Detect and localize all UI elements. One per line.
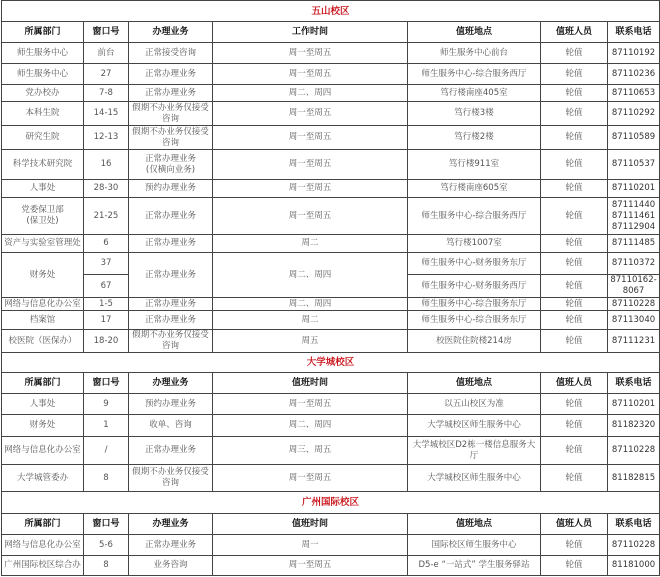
cell-staff: 轮值 (541, 535, 608, 556)
cell-time: 周一至周五 (213, 150, 408, 180)
cell-department: 科学技术研究院 (2, 150, 84, 180)
cell-service: 正常办理业务 (129, 198, 213, 235)
cell-location: 笃行楼南座405室 (408, 85, 541, 102)
cell-phone: 87110236 (608, 64, 660, 85)
cell-window: / (84, 437, 129, 465)
table-row (2, 415, 660, 437)
cell-department: 网络与信息化办公室 (2, 535, 84, 556)
cell-service: 假期不办业务仅接受咨询 (129, 102, 213, 126)
cell-phone: 81182815 (608, 465, 660, 492)
header-row (2, 514, 660, 535)
cell-department: 资产与实验室管理处 (2, 235, 84, 253)
cell-window: 17 (84, 311, 129, 330)
column-header-staff: 值班人员 (541, 514, 608, 535)
column-header-phone: 联系电话 (608, 514, 660, 535)
cell-location: 笃行楼南座605室 (408, 180, 541, 198)
cell-staff: 轮值 (541, 102, 608, 126)
cell-service: 正常办理业务 (129, 235, 213, 253)
cell-location: 国际校区师生服务中心 (408, 535, 541, 556)
cell-service: 正常办理业务 (129, 64, 213, 85)
cell-department: 研究生院 (2, 126, 84, 150)
table-row (2, 43, 660, 64)
cell-time: 周一至周五 (213, 43, 408, 64)
cell-window: 12-13 (84, 126, 129, 150)
cell-phone: 87110228 (608, 298, 660, 311)
column-header-location: 值班地点 (408, 514, 541, 535)
cell-window: 8 (84, 465, 129, 492)
column-header-staff: 值班人员 (541, 22, 608, 43)
cell-window: 1 (84, 415, 129, 437)
cell-service: 假期不办业务仅接受咨询 (129, 465, 213, 492)
cell-location: 师生服务中心-综合服务东厅 (408, 298, 541, 311)
cell-window: 16 (84, 150, 129, 180)
table-row (2, 126, 660, 150)
table-row (2, 298, 660, 311)
cell-window: 14-15 (84, 102, 129, 126)
column-header-phone: 联系电话 (608, 373, 660, 394)
cell-window: 21-25 (84, 198, 129, 235)
cell-department: 财务处 (2, 253, 84, 298)
table-row (2, 180, 660, 198)
column-header-service: 办理业务 (129, 514, 213, 535)
section-title: 大学城校区 (2, 353, 660, 373)
column-header-location: 值班地点 (408, 22, 541, 43)
cell-service: 正常办理业务 (129, 298, 213, 311)
cell-phone: 87111485 (608, 235, 660, 253)
cell-staff: 轮值 (541, 150, 608, 180)
cell-department: 党委保卫部 (保卫处) (2, 198, 84, 235)
cell-phone: 87110228 (608, 437, 660, 465)
cell-time: 周二、周四 (213, 298, 408, 311)
column-header-department: 所属部门 (2, 514, 84, 535)
cell-time: 周一至周五 (213, 556, 408, 576)
cell-location: 师生服务中心-财务服务东厅 (408, 253, 541, 275)
table-row (2, 235, 660, 253)
cell-location: 师生服务中心-综合服务东厅 (408, 311, 541, 330)
cell-staff: 轮值 (541, 415, 608, 437)
duty-schedule-table (1, 0, 660, 576)
cell-department: 人事处 (2, 180, 84, 198)
cell-department: 党办校办 (2, 85, 84, 102)
cell-location: 笃行楼911室 (408, 150, 541, 180)
cell-location: 师生服务中心-综合服务西厅 (408, 198, 541, 235)
cell-staff: 轮值 (541, 180, 608, 198)
cell-time: 周二、周四 (213, 85, 408, 102)
cell-window: 7-8 (84, 85, 129, 102)
cell-service: 正常办理业务 (129, 311, 213, 330)
cell-time: 周二、周四 (213, 253, 408, 298)
column-header-service: 办理业务 (129, 373, 213, 394)
cell-department: 师生服务中心 (2, 43, 84, 64)
cell-staff: 轮值 (541, 275, 608, 298)
cell-staff: 轮值 (541, 253, 608, 275)
cell-phone: 81181000 (608, 556, 660, 576)
cell-service: 正常办理业务 (仅横向业务) (129, 150, 213, 180)
cell-time: 周一至周五 (213, 180, 408, 198)
cell-staff: 轮值 (541, 556, 608, 576)
cell-window: 9 (84, 394, 129, 415)
cell-department: 财务处 (2, 415, 84, 437)
cell-department: 大学城管委办 (2, 465, 84, 492)
cell-location: 笃行楼1007室 (408, 235, 541, 253)
cell-department: 人事处 (2, 394, 84, 415)
cell-phone: 87113040 (608, 311, 660, 330)
cell-phone: 87111440 87111461 87112904 (608, 198, 660, 235)
table-row (2, 311, 660, 330)
cell-time: 周一至周五 (213, 64, 408, 85)
cell-staff: 轮值 (541, 85, 608, 102)
cell-staff: 轮值 (541, 311, 608, 330)
cell-time: 周一至周五 (213, 394, 408, 415)
cell-staff: 轮值 (541, 394, 608, 415)
column-header-window: 窗口号 (84, 514, 129, 535)
cell-time: 周二、周四 (213, 415, 408, 437)
cell-department: 校医院（医保办） (2, 330, 84, 353)
cell-window: 37 (84, 253, 129, 275)
cell-phone: 87110201 (608, 394, 660, 415)
cell-time: 周三、周五 (213, 437, 408, 465)
cell-phone: 87110201 (608, 180, 660, 198)
cell-phone: 87110192 (608, 43, 660, 64)
cell-time: 周一至周五 (213, 102, 408, 126)
cell-phone: 87111231 (608, 330, 660, 353)
cell-staff: 轮值 (541, 465, 608, 492)
cell-phone: 87110589 (608, 126, 660, 150)
cell-time: 周二 (213, 235, 408, 253)
cell-service: 正常接受咨询 (129, 43, 213, 64)
cell-staff: 轮值 (541, 437, 608, 465)
table-row (2, 150, 660, 180)
cell-service: 假期不办业务仅接受咨询 (129, 330, 213, 353)
column-header-department: 所属部门 (2, 22, 84, 43)
section-title: 广州国际校区 (2, 492, 660, 514)
column-header-phone: 联系电话 (608, 22, 660, 43)
cell-phone: 81182320 (608, 415, 660, 437)
cell-service: 正常办理业务 (129, 437, 213, 465)
table-row (2, 556, 660, 576)
cell-department: 网络与信息化办公室 (2, 437, 84, 465)
cell-window: 6 (84, 235, 129, 253)
column-header-location: 值班地点 (408, 373, 541, 394)
cell-department: 档案馆 (2, 311, 84, 330)
cell-department: 师生服务中心 (2, 64, 84, 85)
column-header-department: 所属部门 (2, 373, 84, 394)
cell-location: 以五山校区为准 (408, 394, 541, 415)
cell-staff: 轮值 (541, 235, 608, 253)
cell-phone: 87110537 (608, 150, 660, 180)
cell-phone: 87110162- 8067 (608, 275, 660, 298)
cell-location: 校医院住院楼214房 (408, 330, 541, 353)
table-row (2, 85, 660, 102)
cell-service: 收单、咨询 (129, 415, 213, 437)
cell-phone: 87110292 (608, 102, 660, 126)
cell-location: 大学城校区师生服务中心 (408, 465, 541, 492)
cell-service: 正常办理业务 (129, 253, 213, 298)
table-row (2, 394, 660, 415)
table-row (2, 253, 660, 275)
cell-location: 师生服务中心前台 (408, 43, 541, 64)
cell-time: 周一至周五 (213, 465, 408, 492)
column-header-time: 值班时间 (213, 514, 408, 535)
cell-window: 27 (84, 64, 129, 85)
cell-staff: 轮值 (541, 330, 608, 353)
section-title-row (2, 1, 660, 22)
cell-staff: 轮值 (541, 126, 608, 150)
column-header-time: 工作时间 (213, 22, 408, 43)
section-title-row (2, 492, 660, 514)
cell-staff: 轮值 (541, 43, 608, 64)
table-row (2, 330, 660, 353)
table-row (2, 465, 660, 492)
cell-time: 周二 (213, 311, 408, 330)
column-header-staff: 值班人员 (541, 373, 608, 394)
cell-location: 大学城校区D2栋一楼信息服务大厅 (408, 437, 541, 465)
cell-location: 师生服务中心-综合服务西厅 (408, 64, 541, 85)
column-header-window: 窗口号 (84, 22, 129, 43)
cell-phone: 87110228 (608, 535, 660, 556)
cell-window: 67 (84, 275, 129, 298)
column-header-window: 窗口号 (84, 373, 129, 394)
table-row (2, 102, 660, 126)
cell-service: 正常办理业务 (129, 85, 213, 102)
cell-service: 业务咨询 (129, 556, 213, 576)
cell-window: 28-30 (84, 180, 129, 198)
cell-window: 8 (84, 556, 129, 576)
cell-service: 假期不办业务仅接受咨询 (129, 126, 213, 150)
cell-window: 1-5 (84, 298, 129, 311)
table-row (2, 64, 660, 85)
cell-window: 前台 (84, 43, 129, 64)
cell-service: 正常办理业务 (129, 535, 213, 556)
cell-staff: 轮值 (541, 298, 608, 311)
cell-location: 笃行楼2楼 (408, 126, 541, 150)
header-row (2, 373, 660, 394)
cell-department: 广州国际校区综合办 (2, 556, 84, 576)
cell-location: D5-e “一站式” 学生服务驿站 (408, 556, 541, 576)
column-header-service: 办理业务 (129, 22, 213, 43)
table-row (2, 437, 660, 465)
cell-location: 笃行楼3楼 (408, 102, 541, 126)
cell-phone: 87110653 (608, 85, 660, 102)
table-row (2, 198, 660, 235)
cell-time: 周一至周五 (213, 198, 408, 235)
cell-phone: 87110372 (608, 253, 660, 275)
cell-time: 周一至周五 (213, 126, 408, 150)
cell-location: 大学城校区师生服务中心 (408, 415, 541, 437)
cell-staff: 轮值 (541, 64, 608, 85)
cell-window: 5-6 (84, 535, 129, 556)
table-row (2, 535, 660, 556)
cell-department: 本科生院 (2, 102, 84, 126)
cell-time: 周一 (213, 535, 408, 556)
cell-staff: 轮值 (541, 198, 608, 235)
cell-location: 师生服务中心-财务服务西厅 (408, 275, 541, 298)
cell-time: 周五 (213, 330, 408, 353)
cell-window: 18-20 (84, 330, 129, 353)
header-row (2, 22, 660, 43)
column-header-time: 值班时间 (213, 373, 408, 394)
cell-service: 预约办理业务 (129, 180, 213, 198)
cell-department: 网络与信息化办公室 (2, 298, 84, 311)
cell-service: 预约办理业务 (129, 394, 213, 415)
section-title-row (2, 353, 660, 373)
section-title: 五山校区 (2, 1, 660, 22)
